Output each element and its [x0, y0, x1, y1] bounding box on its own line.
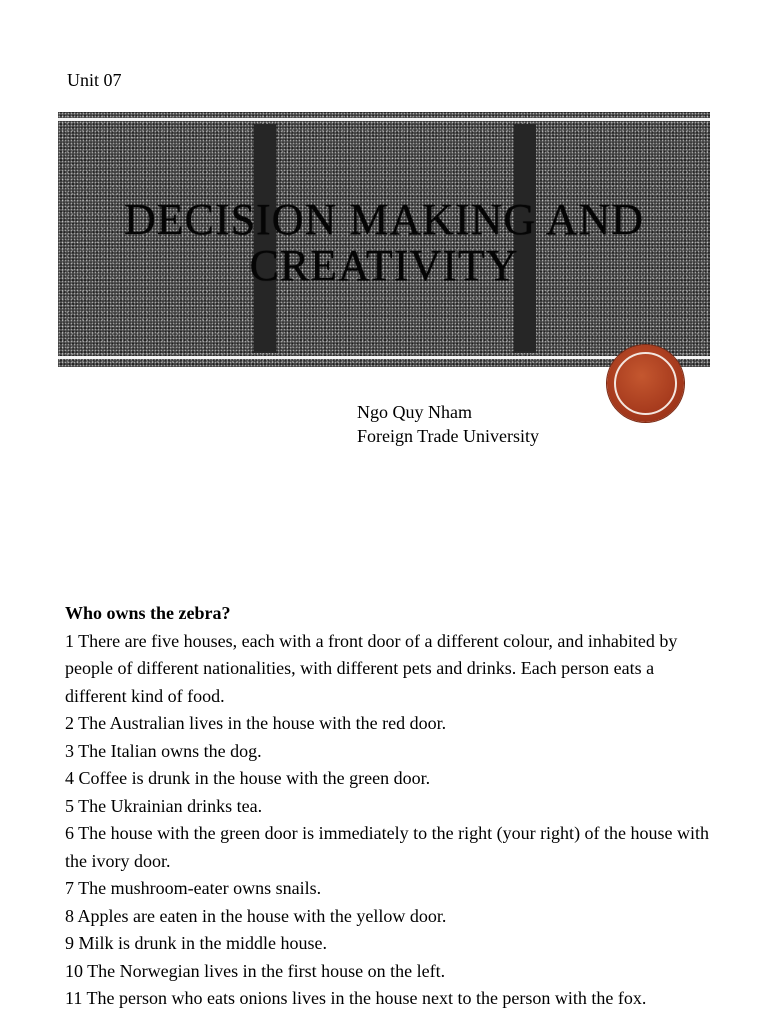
author-name: Ngo Quy Nham [357, 402, 472, 422]
title-line-1: DECISION MAKING AND [123, 195, 645, 244]
title-banner [58, 112, 710, 367]
clue-8: 8 Apples are eaten in the house with the yellow door. [65, 905, 447, 926]
banner-rule-bottom [58, 356, 710, 359]
puzzle-text [65, 600, 715, 1013]
clue-11: 11 The person who eats onions lives in the house next to the person with the fox. [65, 988, 647, 1008]
author-block [357, 400, 539, 448]
presentation-title [58, 197, 710, 289]
clue-4: 4 Coffee is drunk in the house with the green door. [65, 768, 431, 788]
clue-2: 2 The Australian lives in the house with the red door. [65, 713, 447, 733]
unit-label: Unit 07 [67, 70, 122, 90]
author-affiliation: Foreign Trade University [357, 426, 539, 446]
clue-9: 9 Milk is drunk in the middle house. [65, 933, 327, 953]
decorative-seal [607, 345, 684, 422]
puzzle-heading: Who owns the zebra? [65, 603, 231, 623]
clue-1: 1 There are five houses, each with a front door of a different colour, and inhabited by people of different nationalities, with different pets and drinks. Each person eats a different kind of food. [65, 630, 678, 706]
banner-rule-top [58, 118, 710, 121]
clue-10: 10 The Norwegian lives in the first house on the left. [65, 960, 446, 981]
clue-5: 5 The Ukrainian drinks tea. [65, 795, 263, 816]
clue-3: 3 The Italian owns the dog. [65, 740, 262, 761]
title-line-2: CREATIVITY [249, 241, 519, 290]
clue-7: 7 The mushroom-eater owns snails. [65, 878, 322, 898]
clue-6: 6 The house with the green door is immediately to the right (your right) of the house with the ivory door. [65, 823, 710, 871]
